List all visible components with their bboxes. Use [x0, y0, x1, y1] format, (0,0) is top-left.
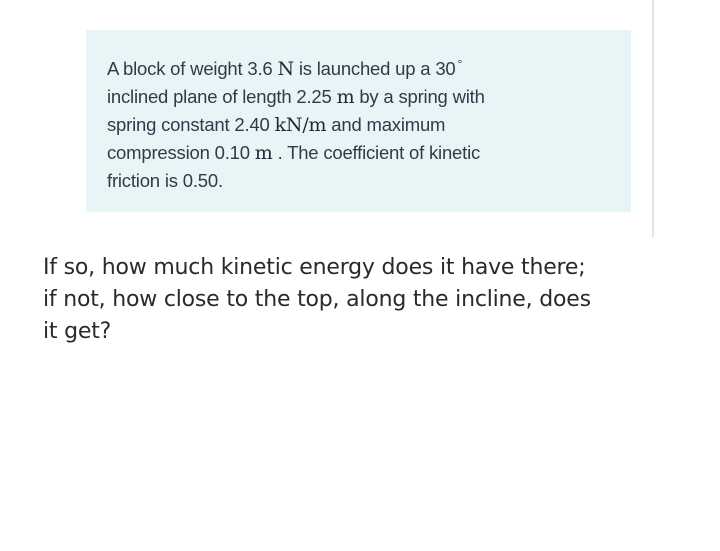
vertical-divider — [652, 0, 654, 237]
length-unit: m — [336, 86, 355, 108]
compression-unit: m — [254, 142, 273, 164]
problem-statement-box — [86, 30, 631, 212]
question-line-3: it get? — [43, 319, 112, 344]
degree-symbol: ° — [457, 57, 463, 71]
spring-constant-value: 2.40 — [234, 114, 270, 135]
question-text — [43, 252, 683, 348]
problem-line-3 — [107, 111, 611, 139]
problem-statement — [107, 51, 611, 194]
friction-coefficient-value: 0.50 — [182, 170, 218, 191]
problem-line-2 — [107, 83, 611, 111]
angle-value: 30 — [435, 58, 456, 79]
text: A block of weight — [107, 58, 248, 79]
text: . — [217, 170, 223, 191]
weight-value: 3.6 — [247, 58, 273, 79]
text: . The coefficient of kinetic — [272, 142, 481, 163]
text: spring constant — [107, 114, 235, 135]
question-line-2: if not, how close to the top, along the incline, does — [43, 287, 591, 312]
text: friction is — [107, 170, 183, 191]
problem-line-5 — [107, 167, 611, 194]
question-line-1: If so, how much kinetic energy does it have there; — [43, 255, 586, 280]
text: by a spring with — [354, 86, 485, 107]
weight-unit: N — [277, 58, 294, 80]
spring-constant-unit: kN/m — [274, 114, 327, 136]
length-value: 2.25 — [296, 86, 332, 107]
problem-line-1 — [107, 51, 611, 83]
problem-line-4 — [107, 139, 611, 167]
text: and maximum — [326, 114, 446, 135]
compression-value: 0.10 — [214, 142, 250, 163]
text: inclined plane of length — [107, 86, 297, 107]
text: compression — [107, 142, 215, 163]
text: is launched up a — [293, 58, 436, 79]
